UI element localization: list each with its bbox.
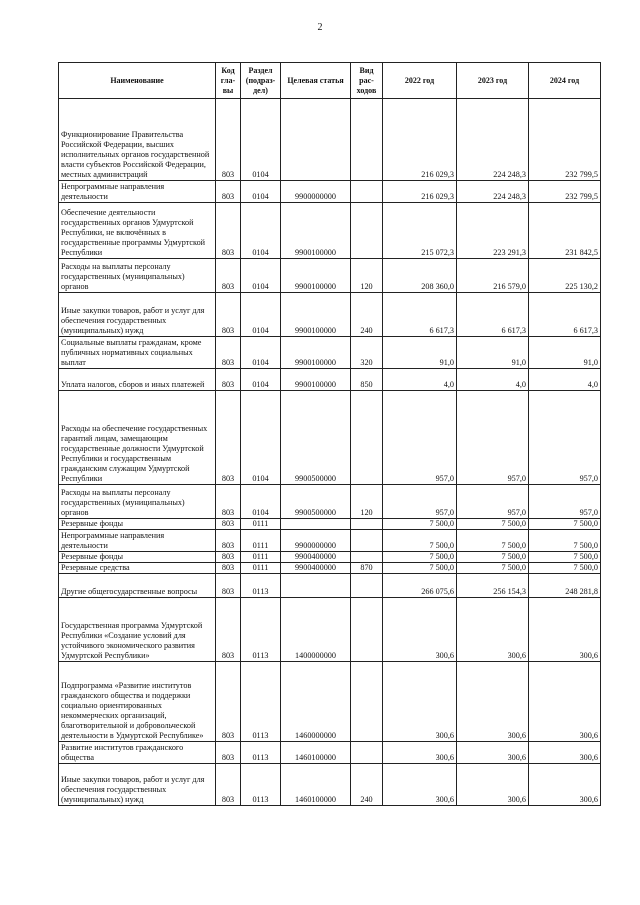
cell-type (351, 391, 383, 485)
cell-target: 9900500000 (281, 391, 351, 485)
cell-target (281, 99, 351, 181)
cell-y2024: 7 500,0 (529, 552, 601, 563)
cell-type (351, 99, 383, 181)
cell-name: Иные закупки товаров, работ и услуг для обеспечения государственных (муниципальных) нужд (59, 293, 216, 337)
cell-y2022: 7 500,0 (383, 530, 457, 552)
cell-name: Другие общегосударственные вопросы (59, 574, 216, 598)
cell-name: Непрограммные направления деятельности (59, 181, 216, 203)
table-row (59, 742, 601, 764)
cell-y2024: 7 500,0 (529, 530, 601, 552)
table-row (59, 662, 601, 742)
cell-type (351, 598, 383, 662)
cell-section: 0104 (241, 391, 281, 485)
cell-type: 870 (351, 563, 383, 574)
cell-y2023: 256 154,3 (457, 574, 529, 598)
cell-y2023: 223 291,3 (457, 203, 529, 259)
cell-y2023: 300,6 (457, 764, 529, 806)
cell-name: Развитие институтов гражданского общества (59, 742, 216, 764)
cell-y2022: 957,0 (383, 391, 457, 485)
table-row (59, 598, 601, 662)
cell-code: 803 (216, 563, 241, 574)
cell-target: 1460100000 (281, 764, 351, 806)
cell-y2022: 208 360,0 (383, 259, 457, 293)
cell-target: 1460000000 (281, 662, 351, 742)
cell-section: 0113 (241, 764, 281, 806)
cell-y2024: 7 500,0 (529, 519, 601, 530)
cell-type: 850 (351, 369, 383, 391)
cell-section: 0104 (241, 485, 281, 519)
cell-name: Обеспечение деятельности государственных органов Удмуртской Республики, не включённых в государственные программы Удмуртской Республики (59, 203, 216, 259)
cell-y2023: 4,0 (457, 369, 529, 391)
cell-section: 0113 (241, 598, 281, 662)
cell-target: 9900100000 (281, 259, 351, 293)
cell-type: 240 (351, 293, 383, 337)
cell-y2024: 231 842,5 (529, 203, 601, 259)
cell-type (351, 530, 383, 552)
cell-y2023: 224 248,3 (457, 99, 529, 181)
cell-y2022: 7 500,0 (383, 563, 457, 574)
cell-type (351, 574, 383, 598)
cell-name: Резервные средства (59, 563, 216, 574)
cell-target: 9900100000 (281, 369, 351, 391)
cell-section: 0104 (241, 203, 281, 259)
header-section: Раздел (подраз-дел) (241, 63, 281, 99)
cell-target: 9900100000 (281, 293, 351, 337)
cell-target (281, 519, 351, 530)
table-row (59, 203, 601, 259)
cell-section: 0104 (241, 369, 281, 391)
cell-y2022: 7 500,0 (383, 552, 457, 563)
cell-target: 9900100000 (281, 337, 351, 369)
table-row (59, 552, 601, 563)
cell-section: 0113 (241, 742, 281, 764)
cell-target: 1400000000 (281, 598, 351, 662)
header-2022: 2022 год (383, 63, 457, 99)
cell-y2024: 957,0 (529, 485, 601, 519)
header-name: Наименование (59, 63, 216, 99)
table-row (59, 293, 601, 337)
cell-section: 0113 (241, 574, 281, 598)
cell-code: 803 (216, 391, 241, 485)
cell-y2024: 232 799,5 (529, 181, 601, 203)
cell-y2024: 232 799,5 (529, 99, 601, 181)
header-2024: 2024 год (529, 63, 601, 99)
cell-name: Уплата налогов, сборов и иных платежей (59, 369, 216, 391)
cell-code: 803 (216, 552, 241, 563)
cell-y2024: 300,6 (529, 764, 601, 806)
table-header-row (59, 63, 601, 99)
cell-target: 9900400000 (281, 552, 351, 563)
cell-y2022: 300,6 (383, 598, 457, 662)
cell-code: 803 (216, 259, 241, 293)
header-code: Код гла-вы (216, 63, 241, 99)
cell-code: 803 (216, 337, 241, 369)
cell-section: 0111 (241, 563, 281, 574)
cell-y2023: 216 579,0 (457, 259, 529, 293)
cell-type: 120 (351, 259, 383, 293)
cell-code: 803 (216, 369, 241, 391)
cell-section: 0104 (241, 337, 281, 369)
cell-y2024: 7 500,0 (529, 563, 601, 574)
cell-type (351, 519, 383, 530)
cell-section: 0104 (241, 99, 281, 181)
cell-y2024: 91,0 (529, 337, 601, 369)
cell-name: Функционирование Правительства Российской Федерации, высших исполнительных органов государственной власти субъектов Российской Федерации, местных администраций (59, 99, 216, 181)
cell-target: 1460100000 (281, 742, 351, 764)
cell-code: 803 (216, 530, 241, 552)
cell-y2023: 300,6 (457, 662, 529, 742)
cell-type (351, 662, 383, 742)
cell-y2023: 7 500,0 (457, 563, 529, 574)
cell-section: 0113 (241, 662, 281, 742)
cell-type: 240 (351, 764, 383, 806)
cell-target: 9900500000 (281, 485, 351, 519)
header-target: Целевая статья (281, 63, 351, 99)
cell-section: 0111 (241, 552, 281, 563)
cell-y2023: 957,0 (457, 485, 529, 519)
cell-y2022: 6 617,3 (383, 293, 457, 337)
cell-y2023: 224 248,3 (457, 181, 529, 203)
table-row (59, 181, 601, 203)
cell-code: 803 (216, 181, 241, 203)
table-row (59, 764, 601, 806)
cell-y2022: 91,0 (383, 337, 457, 369)
cell-section: 0111 (241, 530, 281, 552)
budget-table (58, 62, 601, 806)
table-row (59, 519, 601, 530)
cell-y2024: 4,0 (529, 369, 601, 391)
cell-y2022: 215 072,3 (383, 203, 457, 259)
table-body (59, 99, 601, 806)
cell-code: 803 (216, 764, 241, 806)
cell-type: 120 (351, 485, 383, 519)
cell-target: 9900100000 (281, 203, 351, 259)
cell-target: 9900400000 (281, 563, 351, 574)
cell-name: Государственная программа Удмуртской Республики «Создание условий для устойчивого экономического развития Удмуртской Республики» (59, 598, 216, 662)
header-type: Вид рас-ходов (351, 63, 383, 99)
cell-name: Резервные фонды (59, 519, 216, 530)
cell-target (281, 574, 351, 598)
header-2023: 2023 год (457, 63, 529, 99)
table-row (59, 485, 601, 519)
cell-code: 803 (216, 662, 241, 742)
cell-code: 803 (216, 574, 241, 598)
cell-type (351, 742, 383, 764)
table-row (59, 574, 601, 598)
cell-name: Непрограммные направления деятельности (59, 530, 216, 552)
cell-y2023: 7 500,0 (457, 519, 529, 530)
table-row (59, 259, 601, 293)
cell-y2022: 4,0 (383, 369, 457, 391)
cell-y2023: 7 500,0 (457, 552, 529, 563)
cell-y2022: 216 029,3 (383, 99, 457, 181)
cell-y2024: 300,6 (529, 598, 601, 662)
cell-name: Резервные фонды (59, 552, 216, 563)
cell-y2023: 300,6 (457, 742, 529, 764)
cell-code: 803 (216, 203, 241, 259)
cell-code: 803 (216, 293, 241, 337)
cell-y2022: 300,6 (383, 764, 457, 806)
cell-section: 0104 (241, 293, 281, 337)
table-row (59, 99, 601, 181)
cell-y2023: 300,6 (457, 598, 529, 662)
cell-y2022: 7 500,0 (383, 519, 457, 530)
cell-code: 803 (216, 485, 241, 519)
cell-name: Расходы на выплаты персоналу государственных (муниципальных) органов (59, 259, 216, 293)
cell-code: 803 (216, 742, 241, 764)
cell-y2022: 300,6 (383, 662, 457, 742)
cell-type (351, 552, 383, 563)
cell-target: 9900000000 (281, 530, 351, 552)
cell-type: 320 (351, 337, 383, 369)
cell-y2023: 957,0 (457, 391, 529, 485)
cell-y2024: 300,6 (529, 742, 601, 764)
cell-code: 803 (216, 598, 241, 662)
cell-name: Иные закупки товаров, работ и услуг для обеспечения государственных (муниципальных) нужд (59, 764, 216, 806)
table-row (59, 391, 601, 485)
cell-type (351, 203, 383, 259)
cell-y2024: 957,0 (529, 391, 601, 485)
cell-y2024: 300,6 (529, 662, 601, 742)
cell-name: Расходы на выплаты персоналу государственных (муниципальных) органов (59, 485, 216, 519)
cell-target: 9900000000 (281, 181, 351, 203)
cell-y2024: 248 281,8 (529, 574, 601, 598)
table-row (59, 563, 601, 574)
cell-section: 0111 (241, 519, 281, 530)
cell-name: Расходы на обеспечение государственных гарантий лицам, замещающим государственные должности Удмуртской Республики и государственным гражданским служащим Удмуртской Республики (59, 391, 216, 485)
cell-type (351, 181, 383, 203)
table-row (59, 530, 601, 552)
cell-name: Социальные выплаты гражданам, кроме публичных нормативных социальных выплат (59, 337, 216, 369)
cell-y2022: 957,0 (383, 485, 457, 519)
cell-code: 803 (216, 519, 241, 530)
table-row (59, 337, 601, 369)
cell-section: 0104 (241, 181, 281, 203)
cell-y2023: 7 500,0 (457, 530, 529, 552)
page-number: 2 (317, 22, 323, 33)
cell-y2022: 300,6 (383, 742, 457, 764)
cell-y2023: 91,0 (457, 337, 529, 369)
cell-section: 0104 (241, 259, 281, 293)
cell-y2022: 266 075,6 (383, 574, 457, 598)
cell-y2024: 225 130,2 (529, 259, 601, 293)
cell-code: 803 (216, 99, 241, 181)
table-row (59, 369, 601, 391)
cell-y2024: 6 617,3 (529, 293, 601, 337)
cell-y2022: 216 029,3 (383, 181, 457, 203)
cell-name: Подпрограмма «Развитие институтов гражданского общества и поддержки социально ориентированных некоммерческих организаций, благотворительной и добровольческой деятельности в Удмуртской Республике» (59, 662, 216, 742)
cell-y2023: 6 617,3 (457, 293, 529, 337)
